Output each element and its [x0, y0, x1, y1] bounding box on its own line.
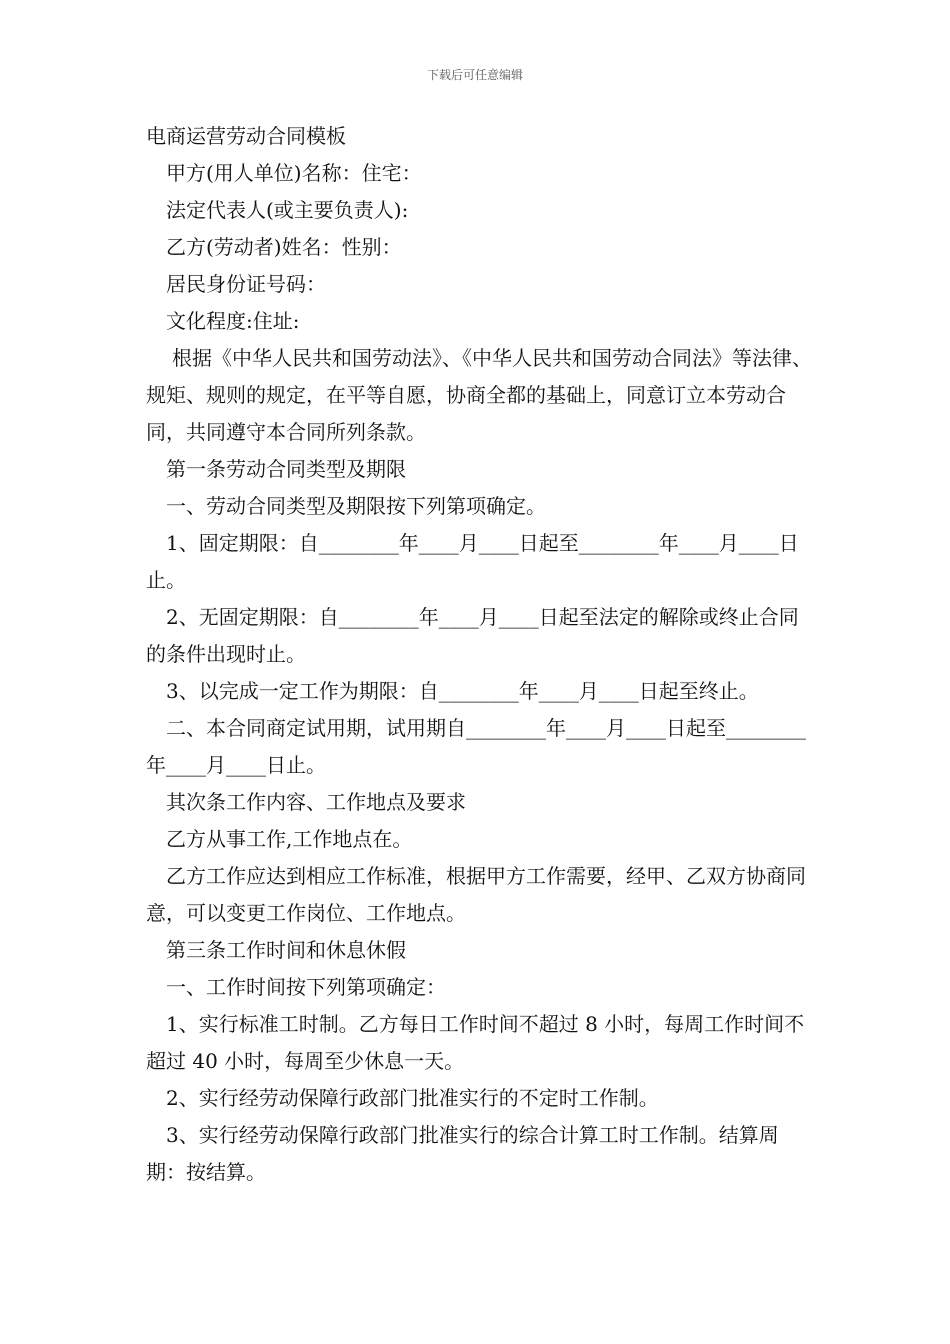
preamble-paragraph: 根据《中华人民共和国劳动法》、《中华人民共和国劳动合同法》等法律、规矩、规则的规定，在平等自愿，协商全都的基础上，同意订立本劳动合同，共同遵守本合同所列条款。: [146, 346, 812, 444]
article-3-heading: 第三条工作时间和休息休假: [166, 938, 406, 962]
party-a-line: 甲方(用人单位)名称：住宅：: [166, 161, 422, 185]
article-3-clause-1: 一、工作时间按下列第项确定：: [166, 975, 446, 999]
standard-hours-item: 1、实行标准工时制。乙方每日工作时间不超过 8 小时，每周工作时间不超过 40 小时，每周至少休息一天。: [146, 1012, 805, 1073]
article-1-heading: 第一条劳动合同类型及期限: [166, 457, 406, 481]
work-location-line: 乙方从事工作,工作地点在。: [166, 827, 413, 851]
id-number-line: 居民身份证号码：: [166, 272, 326, 296]
comprehensive-hours-item: 3、实行经劳动保障行政部门批准实行的综合计算工时工作制。结算周期：按结算。: [146, 1123, 779, 1184]
task-term-item: 3、以完成一定工作为期限：自________年____月____日起至终止。: [166, 679, 759, 703]
party-b-line: 乙方(劳动者)姓名：性别：: [166, 235, 402, 259]
article-1-clause-1: 一、劳动合同类型及期限按下列第项确定。: [166, 494, 546, 518]
fixed-term-item: 1、固定期限：自________年____月____日起至________年____月____日止。: [146, 531, 799, 592]
article-2-heading: 其次条工作内容、工作地点及要求: [166, 790, 466, 814]
document-title: 电商运营劳动合同模板: [146, 124, 346, 148]
page-header: 下载后可任意编辑: [426, 68, 523, 82]
document-body: [146, 118, 814, 1191]
education-address-line: 文化程度:住址:: [166, 309, 300, 333]
legal-rep-line: 法定代表人(或主要负责人):: [166, 198, 409, 222]
open-term-item: 2、无固定期限：自________年____月____日起至法定的解除或终止合同的条件出现时止。: [146, 605, 799, 666]
probation-clause: 二、本合同商定试用期，试用期自________年____月____日起至________年____月____日止。: [146, 716, 806, 777]
flexible-hours-item: 2、实行经劳动保障行政部门批准实行的不定时工作制。: [166, 1086, 659, 1110]
work-standard-paragraph: 乙方工作应达到相应工作标准，根据甲方工作需要，经甲、乙双方协商同意，可以变更工作岗位、工作地点。: [146, 864, 806, 925]
